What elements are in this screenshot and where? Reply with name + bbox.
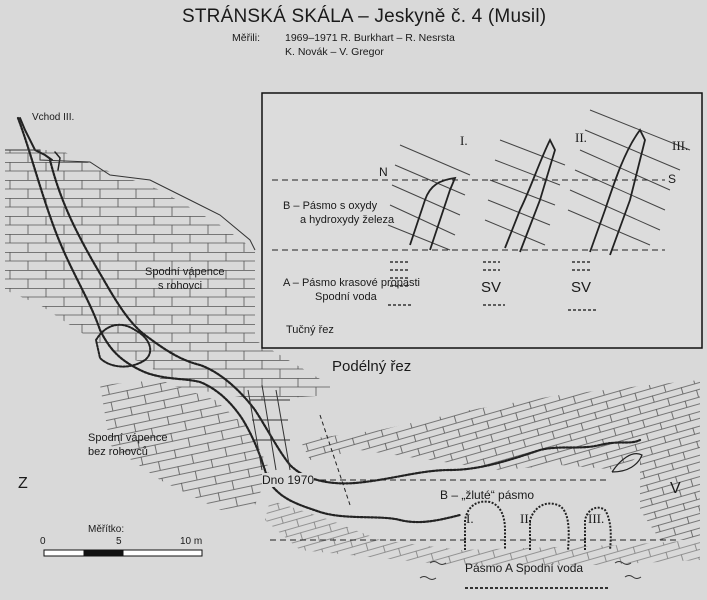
inset-zone-a-1: A – Pásmo krasové propasti: [283, 277, 420, 289]
inset-zone-a-2: Spodní voda: [315, 291, 377, 303]
surveyors-label: Měřili:: [232, 32, 260, 44]
inset-sv-label-3: SV: [571, 279, 592, 296]
inset-zone-b-1: B – Pásmo s oxydy: [283, 200, 378, 212]
limestone-chert-label-1: Spodní vápence: [145, 266, 225, 278]
inset-zone-b-2: a hydroxydy železa: [300, 214, 395, 226]
inset-sv-label-2: SV: [481, 279, 502, 296]
arch-label-3: III.: [588, 511, 605, 526]
rock-mass-floor: [265, 500, 700, 565]
inset-roman-1: I.: [460, 133, 468, 148]
bottom-1970-label: Dno 1970: [262, 473, 315, 487]
scale-tick-10: 10 m: [180, 536, 203, 547]
diagram-title: STRÁNSKÁ SKÁLA – Jeskyně č. 4 (Musil): [182, 6, 547, 27]
zone-a-label: Pásmo A Spodní voda: [465, 561, 584, 575]
inset-caption: Tučný řez: [286, 324, 334, 336]
inset-north-label: N: [379, 165, 388, 179]
entrance-label: Vchod III.: [32, 112, 75, 123]
limestone-nochert-label-1: Spodní vápence: [88, 432, 168, 444]
inset-roman-2: II.: [575, 130, 587, 145]
scale-tick-5: 5: [116, 536, 122, 547]
rock-mass-lower-left: [100, 380, 270, 510]
arch-label-2: II.: [520, 511, 532, 526]
limestone-chert-label-2: s rohovci: [158, 280, 203, 292]
limestone-nochert-label-2: bez rohovců: [88, 446, 148, 458]
scale-bar-graphic: [44, 550, 202, 556]
east-label: V: [670, 480, 681, 497]
inset-roman-3: III.: [672, 138, 689, 153]
yellow-zone-label: B – „žluté“ pásmo: [440, 488, 535, 502]
scale-tick-0: 0: [40, 536, 46, 547]
arch-label-1: I.: [466, 511, 474, 526]
west-label: Z: [18, 475, 28, 492]
surveyors-line-2: K. Novák – V. Gregor: [285, 46, 384, 58]
surveyors-line-1: 1969–1971 R. Burkhart – R. Nesrsta: [285, 32, 455, 44]
scale-label: Měřítko:: [88, 524, 125, 535]
longitudinal-section-title: Podélný řez: [332, 358, 412, 375]
inset-south-label: S: [668, 172, 677, 186]
